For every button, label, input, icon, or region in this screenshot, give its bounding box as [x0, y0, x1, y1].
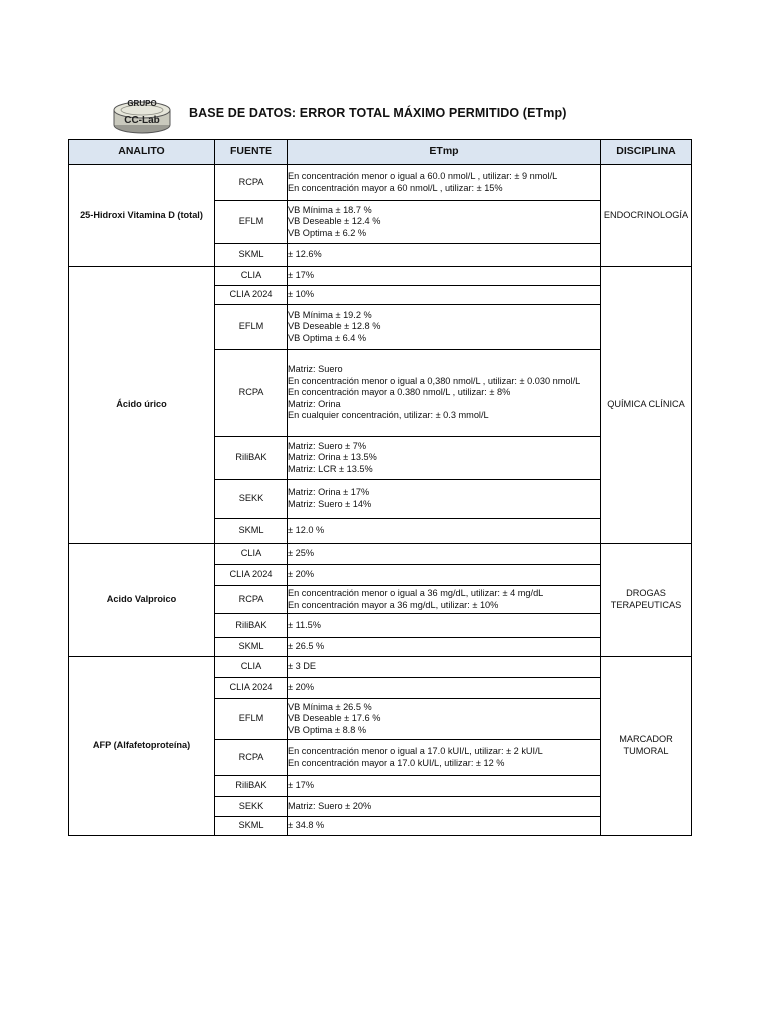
- table-row: [69, 544, 692, 565]
- etmp-cell: ± 17%: [288, 776, 601, 797]
- fuente-cell: SEKK: [215, 480, 288, 519]
- etmp-cell: En concentración menor o igual a 17.0 kUI/L, utilizar: ± 2 kUI/L En concentración mayor a 17.0 kUI/L, utilizar: ± 12 %: [288, 740, 601, 776]
- fuente-cell: SEKK: [215, 797, 288, 817]
- etmp-cell: ± 10%: [288, 286, 601, 305]
- table-row: [69, 165, 692, 201]
- etmp-cell: ± 34.8 %: [288, 817, 601, 836]
- fuente-cell: EFLM: [215, 201, 288, 244]
- analito-cell: 25-Hidroxi Vitamina D (total): [69, 165, 215, 267]
- etmp-cell: VB Mínima ± 18.7 % VB Deseable ± 12.4 % VB Optima ± 6.2 %: [288, 201, 601, 244]
- fuente-cell: RCPA: [215, 165, 288, 201]
- etmp-cell: ± 20%: [288, 678, 601, 699]
- etmp-cell: Matriz: Orina ± 17% Matriz: Suero ± 14%: [288, 480, 601, 519]
- fuente-cell: RiliBAK: [215, 437, 288, 480]
- table-row: [69, 267, 692, 286]
- etmp-cell: ± 12.6%: [288, 244, 601, 267]
- fuente-cell: SKML: [215, 638, 288, 657]
- column-header-disciplina: DISCIPLINA: [601, 140, 692, 165]
- analito-cell: AFP (Alfafetoproteína): [69, 657, 215, 836]
- etmp-cell: ± 3 DE: [288, 657, 601, 678]
- page-title: BASE DE DATOS: ERROR TOTAL MÁXIMO PERMITIDO (ETmp): [189, 106, 567, 120]
- fuente-cell: CLIA: [215, 544, 288, 565]
- disciplina-cell: DROGAS TERAPEUTICAS: [601, 544, 692, 657]
- fuente-cell: RCPA: [215, 350, 288, 437]
- fuente-cell: EFLM: [215, 305, 288, 350]
- fuente-cell: CLIA: [215, 657, 288, 678]
- etmp-cell: En concentración menor o igual a 36 mg/dL, utilizar: ± 4 mg/dL En concentración mayor a 36 mg/dL, utilizar: ± 10%: [288, 586, 601, 614]
- fuente-cell: CLIA 2024: [215, 565, 288, 586]
- etmp-cell: ± 25%: [288, 544, 601, 565]
- logo-text-top: GRUPO: [127, 99, 157, 108]
- disciplina-cell: QUÍMICA CLÍNICA: [601, 267, 692, 544]
- logo-text-main: CC-Lab: [124, 115, 160, 126]
- analito-cell: Acido Valproico: [69, 544, 215, 657]
- column-header-analito: ANALITO: [69, 140, 215, 165]
- fuente-cell: RiliBAK: [215, 776, 288, 797]
- fuente-cell: CLIA 2024: [215, 286, 288, 305]
- etmp-cell: VB Mínima ± 19.2 % VB Deseable ± 12.8 % VB Optima ± 6.4 %: [288, 305, 601, 350]
- column-header-fuente: FUENTE: [215, 140, 288, 165]
- fuente-cell: SKML: [215, 519, 288, 544]
- fuente-cell: CLIA 2024: [215, 678, 288, 699]
- analito-cell: Ácido úrico: [69, 267, 215, 544]
- fuente-cell: RiliBAK: [215, 614, 288, 638]
- etmp-cell: ± 20%: [288, 565, 601, 586]
- fuente-cell: SKML: [215, 244, 288, 267]
- fuente-cell: EFLM: [215, 699, 288, 740]
- etmp-cell: Matriz: Suero ± 7% Matriz: Orina ± 13.5% Matriz: LCR ± 13.5%: [288, 437, 601, 480]
- etmp-table: [68, 139, 692, 836]
- etmp-cell: Matriz: Suero En concentración menor o igual a 0,380 nmol/L , utilizar: ± 0.030 nmol/L En concentración mayor a 0.380 nmol/L , utilizar: ± 8% Matriz: Orina En cualquier concentración, utilizar: ± 0.3 mmol/L: [288, 350, 601, 437]
- etmp-cell: ± 12.0 %: [288, 519, 601, 544]
- etmp-cell: ± 11.5%: [288, 614, 601, 638]
- fuente-cell: SKML: [215, 817, 288, 836]
- etmp-cell: VB Mínima ± 26.5 % VB Deseable ± 17.6 % VB Optima ± 8.8 %: [288, 699, 601, 740]
- table-row: [69, 657, 692, 678]
- table-header-row: [69, 140, 692, 165]
- fuente-cell: RCPA: [215, 740, 288, 776]
- disciplina-cell: MARCADOR TUMORAL: [601, 657, 692, 836]
- grupo-cc-lab-logo: [110, 97, 174, 135]
- etmp-cell: En concentración menor o igual a 60.0 nmol/L , utilizar: ± 9 nmol/L En concentración mayor a 60 nmol/L , utilizar: ± 15%: [288, 165, 601, 201]
- column-header-etmp: ETmp: [288, 140, 601, 165]
- fuente-cell: RCPA: [215, 586, 288, 614]
- etmp-cell: Matriz: Suero ± 20%: [288, 797, 601, 817]
- fuente-cell: CLIA: [215, 267, 288, 286]
- etmp-cell: ± 17%: [288, 267, 601, 286]
- etmp-cell: ± 26.5 %: [288, 638, 601, 657]
- disciplina-cell: ENDOCRINOLOGÍA: [601, 165, 692, 267]
